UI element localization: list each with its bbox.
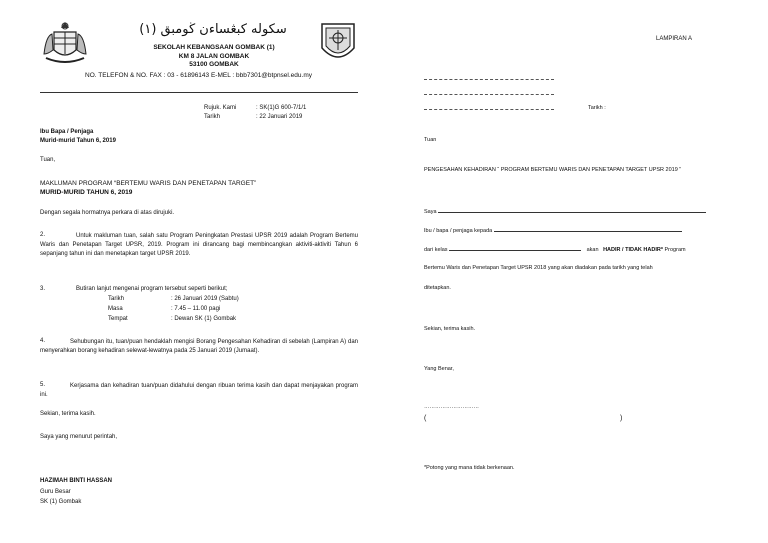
para3-row-value: : 26 Januari 2019 (Sabtu): [171, 296, 239, 302]
para4-number: 4.: [40, 338, 46, 344]
para3-row-value: : 7.45 – 11.00 pagi: [171, 306, 221, 312]
opening-line: Dengan segala hormatnya perkara di atas dirujuki.: [40, 210, 175, 216]
ibu-label: Ibu / bapa / penjaga kepada: [424, 228, 493, 234]
signatory-school: SK (1) Gombak: [40, 499, 82, 505]
coat-of-arms-logo: [40, 20, 90, 66]
para5-text: Kerjasama dan kehadiran tuan/puan didahului dengan ribuan terima kasih dan dapat menjayakan program ini.: [40, 383, 358, 398]
recipient-line-2: Murid-murid Tahun 6, 2019: [40, 138, 116, 144]
para3-intro: Butiran lanjut mengenai program tersebut seperti berikut;: [76, 286, 228, 292]
child-name-field[interactable]: [494, 225, 682, 232]
para3-number: 3.: [40, 286, 46, 292]
hadir-option[interactable]: HADIR / TIDAK HADIR*: [603, 247, 663, 253]
para4-text: Sehubungan itu, tuan/puan hendaklah mengisi Borang Pengesahan Kehadiran di sebelah (Lampiran A) dan menyerahkan borang kehadiran selewat-lewatnya pada 25 Januari 2019 (Jumaat).: [40, 339, 358, 354]
form-body-line: Bertemu Waris dan Penetapan Target UPSR 2018 yang akan diadakan pada tarikh yang telah: [424, 265, 653, 271]
ref-tarikh-value: : 22 Januari 2019: [256, 114, 303, 120]
school-crest-logo: [318, 20, 358, 68]
closing-signoff: Saya yang menurut perintah,: [40, 434, 118, 440]
saya-row: [424, 206, 706, 215]
form-yang-benar: Yang Benar,: [424, 366, 454, 372]
closing-thanks: Sekian, terima kasih.: [40, 411, 96, 417]
para3-row-label: Masa: [108, 306, 123, 312]
form-tarikh-label: Tarikh :: [588, 105, 606, 111]
para3-row-label: Tarikh: [108, 296, 125, 302]
letterhead-divider: [40, 92, 358, 93]
address-line-3[interactable]: [424, 109, 554, 110]
class-field[interactable]: [449, 244, 581, 251]
subject-line-2: MURID-MURID TAHUN 6, 2019: [40, 189, 133, 196]
form-title: PENGESAHAN KEHADIRAN “ PROGRAM BERTEMU WARIS DAN PENETAPAN TARGET UPSR 2019 ”: [424, 167, 682, 173]
lampiran-label: LAMPIRAN A: [656, 36, 693, 42]
ref-tarikh-label: Tarikh: [204, 114, 221, 120]
bracket-close: ): [620, 415, 623, 422]
signatory-name: HAZIMAH BINTI HASSAN: [40, 478, 112, 484]
form-ditetapkan: ditetapkan.: [424, 285, 451, 291]
ref-rujuk-label: Rujuk. Kami: [204, 105, 237, 111]
jawi-school-name: سکوله کبڠساءن ڬومبق (١): [139, 22, 287, 37]
signatory-title: Guru Besar: [40, 489, 71, 495]
signature-dots[interactable]: …………………………: [424, 404, 479, 410]
para3-row-value: : Dewan SK (1) Gombak: [171, 316, 237, 322]
address-line-2[interactable]: [424, 94, 554, 95]
ibu-row: [424, 225, 682, 234]
kelas-row: [424, 244, 686, 253]
ref-rujuk-value: : SK(1)G 600-7/1/1: [256, 105, 307, 111]
salutation: Tuan,: [40, 157, 56, 163]
para5-number: 5.: [40, 382, 46, 388]
para3-row-label: Tempat: [108, 316, 128, 322]
school-contact: NO. TELEFON & NO. FAX : 03 - 61896143 E-MEL : bbb7301@btpnsel.edu.my: [85, 72, 312, 79]
para2-number: 2.: [40, 232, 46, 238]
bracket-open: (: [424, 415, 427, 422]
kelas-label: dari kelas: [424, 247, 448, 253]
school-address-1: KM 8 JALAN GOMBAK: [178, 53, 250, 60]
form-tuan: Tuan: [424, 137, 437, 143]
saya-label: Saya: [424, 209, 437, 215]
school-name: SEKOLAH KEBANGSAAN GOMBAK (1): [153, 44, 275, 51]
school-address-2: 53100 GOMBAK: [189, 61, 239, 68]
form-footnote: *Potong yang mana tidak berkenaan.: [424, 465, 515, 471]
recipient-line-1: Ibu Bapa / Penjaga: [40, 129, 94, 135]
para2-text: Untuk makluman tuan, salah satu Program Peningkatan Prestasi UPSR 2019 adalah Program Bertemu Waris dan Penetapan Target UPSR, 2019. Program ini dirancang bagi membincangkan aktiviti-aktiviti Tahun 6 sepanjang tahun ini dan menetapkan target UPSR 2019.: [40, 233, 358, 257]
program-text: Program: [664, 247, 686, 253]
form-sekian: Sekian, terima kasih.: [424, 326, 476, 332]
name-field[interactable]: [438, 206, 706, 213]
subject-line-1: MAKLUMAN PROGRAM “BERTEMU WARIS DAN PENETAPAN TARGET”: [40, 180, 257, 187]
akan-text: akan: [586, 247, 599, 253]
address-line-1[interactable]: [424, 79, 554, 80]
